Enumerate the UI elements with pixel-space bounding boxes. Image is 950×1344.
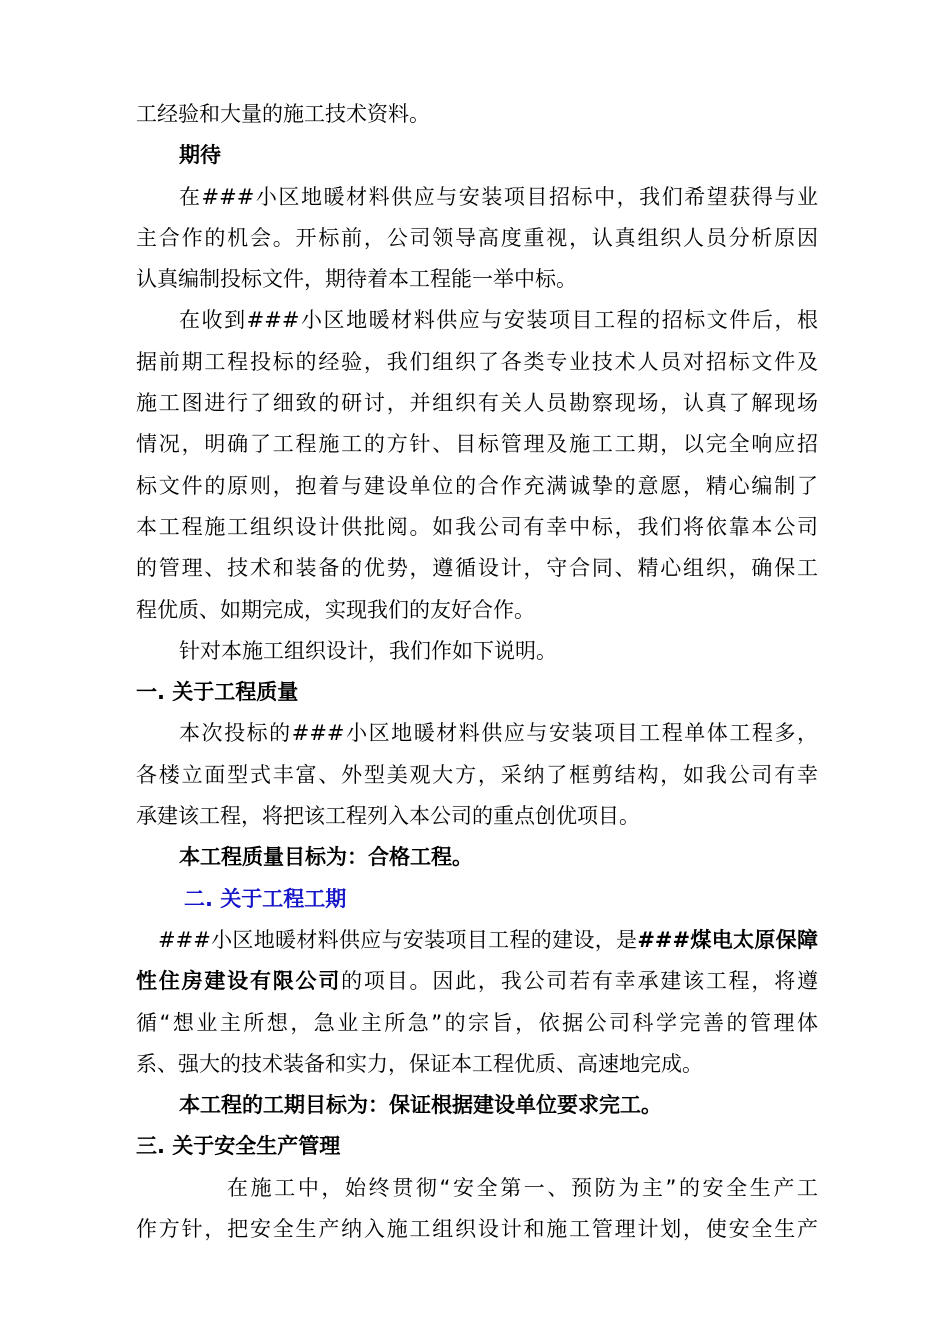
section-heading-schedule: 二. 关于工程工期 (184, 886, 347, 911)
document-page (136, 94, 818, 1250)
paragraph-line: 据前期工程投标的经验，我们组织了各类专业技术人员对招标文件及 (136, 349, 818, 374)
quality-goal: 本工程质量目标为：合格工程。 (179, 845, 473, 870)
paragraph-line: 本工程施工组织设计供批阅。如我公司有幸中标，我们将依靠本公司 (136, 514, 818, 539)
paragraph-line: 的管理、技术和装备的优势，遵循设计，守合同、精心组织，确保工 (136, 556, 818, 581)
paragraph-line: 各楼立面型式丰富、外型美观大方，采纳了框剪结构，如我公司有幸 (136, 762, 818, 787)
paragraph-line: 在施工中，始终贯彻“安全第一、预防为主”的安全生产工 (227, 1175, 818, 1200)
paragraph-line: 认真编制投标文件，期待着本工程能一举中标。 (136, 267, 577, 292)
paragraph-line: 承建该工程，将把该工程列入本公司的重点创优项目。 (136, 804, 640, 829)
section-heading-safety: 三. 关于安全生产管理 (136, 1134, 341, 1159)
paragraph-line: 循“想业主所想，急业主所急”的宗旨，依据公司科学完善的管理体 (136, 1010, 818, 1035)
paragraph-line: 针对本施工组织设计，我们作如下说明。 (179, 638, 557, 663)
company-name: ###煤电太原保障 (637, 927, 818, 952)
paragraph-text: 的项目。因此，我公司若有幸承建该工程，将遵 (341, 969, 818, 994)
paragraph-line: 程优质、如期完成，实现我们的友好合作。 (136, 597, 535, 622)
company-name: 性住房建设有限公司 (136, 969, 342, 994)
paragraph-line: 标文件的原则，抱着与建设单位的合作充满诚挚的意愿，精心编制了 (136, 473, 818, 498)
paragraph-line: 在###小区地暖材料供应与安装项目招标中，我们希望获得与业 (179, 184, 818, 209)
paragraph-line: 作方针，把安全生产纳入施工组织设计和施工管理计划，使安全生产 (136, 1217, 818, 1242)
paragraph-line (136, 961, 818, 1002)
paragraph-line: 系、强大的技术装备和实力，保证本工程优质、高速地完成。 (136, 1051, 703, 1076)
paragraph-text: ###小区地暖材料供应与安装项目工程的建设，是 (158, 927, 638, 952)
paragraph-line (136, 920, 818, 961)
schedule-goal: 本工程的工期目标为：保证根据建设单位要求完工。 (179, 1093, 662, 1118)
section-heading-qidai: 期待 (179, 143, 221, 168)
paragraph-line: 本次投标的###小区地暖材料供应与安装项目工程单体工程多， (179, 721, 818, 746)
paragraph-line: 情况，明确了工程施工的方针、目标管理及施工工期，以完全响应招 (136, 432, 818, 457)
paragraph-line: 主合作的机会。开标前，公司领导高度重视，认真组织人员分析原因 (136, 225, 818, 250)
paragraph-line: 工经验和大量的施工技术资料。 (136, 102, 430, 126)
section-heading-quality: 一. 关于工程质量 (136, 680, 299, 705)
paragraph-line: 施工图进行了细致的研讨，并组织有关人员勘察现场，认真了解现场 (136, 391, 818, 416)
paragraph-line: 在收到###小区地暖材料供应与安装项目工程的招标文件后，根 (179, 308, 818, 333)
